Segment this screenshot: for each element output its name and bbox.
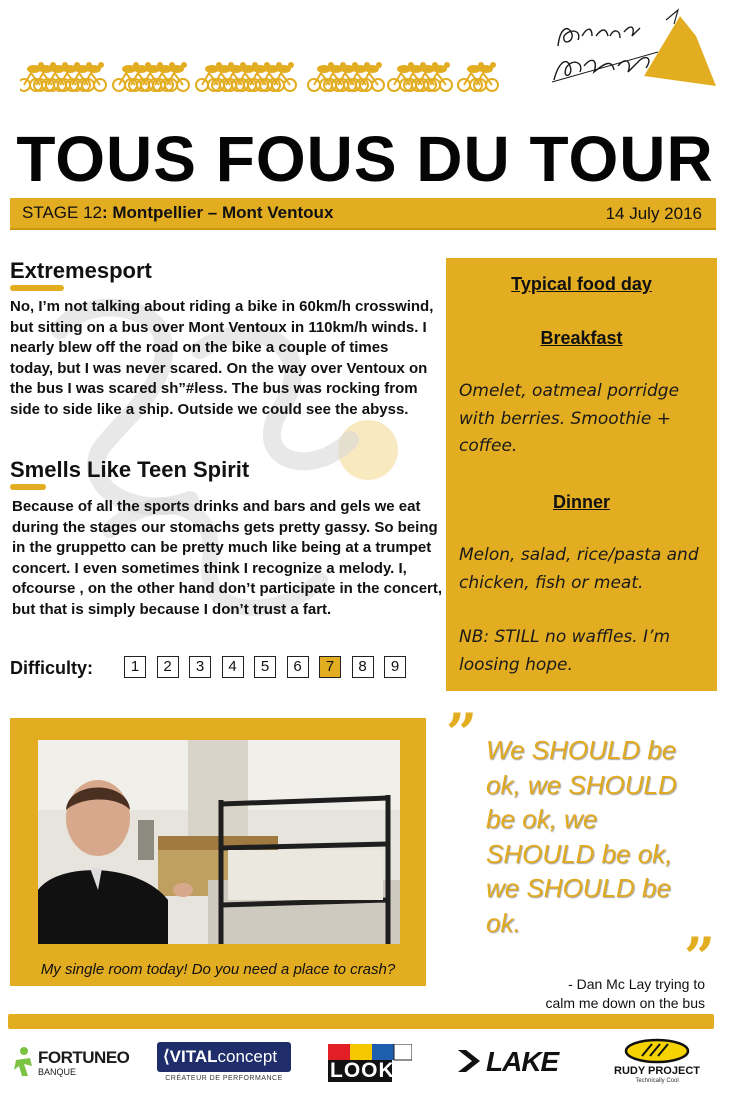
difficulty-box: 5 [254,656,276,678]
sponsor-vital-concept [157,1042,291,1088]
food-day-box [446,258,717,691]
photo-caption: My single room today! Do you need a place to crash? [40,961,396,978]
vital-name: VITAL [169,1047,218,1066]
stage-label [22,203,333,223]
vital-concept: concept [217,1047,278,1066]
sponsor-look [328,1044,412,1082]
cyclist-peloton-icon [20,55,505,95]
quote-close-icon: ” [684,925,716,989]
look-name: LOOK [330,1059,395,1082]
vital-sub: CRÉATEUR DE PERFORMANCE [165,1075,283,1082]
stage-bar [10,198,716,230]
difficulty-box: 3 [189,656,211,678]
hotel-room-photo [38,740,400,944]
quote-attribution-line1: - Dan Mc Lay trying to [568,976,705,992]
difficulty-box: 1 [124,656,146,678]
footer-bar [8,1014,714,1029]
photo-frame [10,718,426,986]
sponsor-lake [456,1044,566,1080]
quote-attribution-line2: calm me down on the bus [545,995,705,1011]
difficulty-box: 7 [319,656,341,678]
lake-chevron-icon [456,1046,486,1076]
quote-open-icon: ” [446,701,478,765]
difficulty-box: 2 [157,656,179,678]
difficulty-box: 6 [287,656,309,678]
difficulty-box: 4 [222,656,244,678]
title-underline [10,484,46,490]
rudy-project-logo-icon [624,1038,690,1064]
food-heading: Typical food day [511,274,652,294]
difficulty-scale [124,656,406,678]
difficulty-label: Difficulty: [10,658,93,678]
stage-date: 14 July 2016 [605,204,702,223]
stage-route: : Montpellier – Mont Ventoux [102,203,334,222]
rudy-name: RUDY PROJECT [614,1065,700,1077]
page-title: TOUS FOUS DU TOUR [16,123,714,195]
food-note: NB: STILL no waffles. I’m loosing hope. [459,627,671,675]
sponsor-rudy-project [602,1038,712,1088]
breakfast-heading: Breakfast [540,328,623,348]
vital-logo-text: ⟨VITALconcept [163,1047,278,1066]
dinner-heading: Dinner [552,492,610,512]
article-body-teen-spirit: Because of all the sports drinks and bars and gels we eat during the stages our stomachs gets pretty gassy. So being in the gruppetto can be pretty much like being at a trumpet concert. I even sometimes think I recognize a melody. I, ofcourse , on the other hand don’t participate in the concert, but that is simply because I don’t trust a fart. [12,498,443,618]
quote-text: We SHOULD be ok, we SHOULD be ok, we SHOULD be ok, we SHOULD be ok. [486,735,677,938]
quote-attribution [515,975,705,1013]
fortuneo-runner-icon [10,1046,36,1078]
rudy-sub: Technically Cool [635,1078,679,1084]
stage-number: STAGE 12 [22,203,102,222]
fortuneo-sub: BANQUE [38,1067,77,1077]
article-body-extremesport: No, I’m not talking about riding a bike in 60km/h crosswind, but sitting on a bus over Mont Ventoux in 110km/h winds. I nearly blew off the road on the bike a couple of times today, but I was never scared. On the way over Ventoux on the bus I was scared sh”#less. The bus was rocking from side to side like a ship. Outside we could see the abyss. [10,298,434,418]
mountain-signature-logo [548,6,720,92]
fortuneo-name: FORTUNEO [38,1048,130,1067]
breakfast-text: Omelet, oatmeal porridge with berries. Smoothie + coffee. [459,381,680,456]
sponsor-fortuneo [10,1044,130,1084]
title-underline [10,285,64,291]
lake-name: LAKE [486,1046,559,1077]
article-title-teen-spirit: Smells Like Teen Spirit [10,457,250,482]
article-title-extremesport: Extremesport [10,258,152,283]
difficulty-box: 8 [352,656,374,678]
dinner-text: Melon, salad, rice/pasta and chicken, fish or meat. [459,545,699,593]
difficulty-box: 9 [384,656,406,678]
